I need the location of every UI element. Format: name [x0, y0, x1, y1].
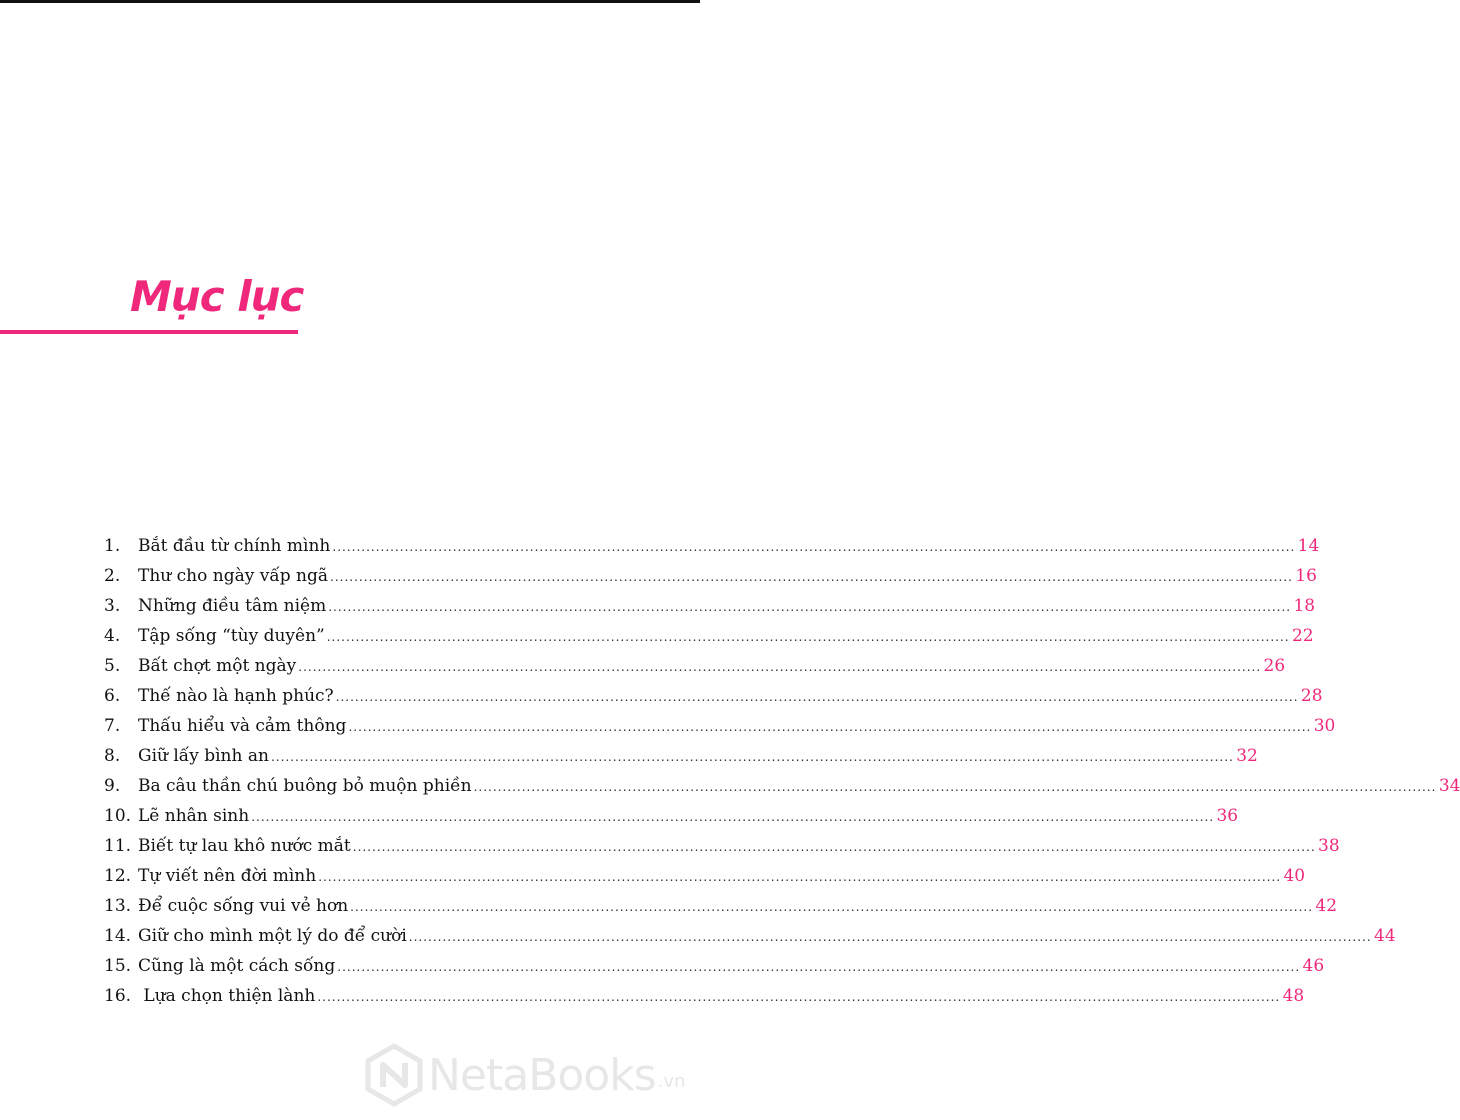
toc-entry-page-number: 14 [1297, 536, 1320, 556]
toc-entry-title: Những điều tâm niệm [138, 596, 327, 616]
toc-dot-leader: ........................................................................................................................................................................................................ [335, 690, 1299, 704]
toc-entry-number: 7. [104, 716, 121, 736]
toc-entry-number: 16. [104, 986, 132, 1006]
toc-entry-number: 4. [104, 626, 121, 646]
toc-entry-number: 11. [104, 836, 132, 856]
toc-dot-leader: ........................................................................................................................................................................................................ [298, 660, 1262, 674]
toc-entry-page-number: 30 [1313, 716, 1336, 736]
toc-dot-leader: ........................................................................................................................................................................................................ [350, 900, 1314, 914]
toc-dot-leader: ........................................................................................................................................................................................................ [330, 570, 1293, 584]
watermark-suffix: .vn [657, 1071, 686, 1092]
watermark [364, 1040, 694, 1110]
toc-entry-page-number: 40 [1283, 866, 1306, 886]
toc-dot-leader: ........................................................................................................................................................................................................ [251, 810, 1215, 824]
table-of-contents [104, 536, 1460, 1016]
toc-entry-number: 9. [104, 776, 121, 796]
toc-entry-title: Biết tự lau khô nước mắt [138, 836, 351, 856]
toc-entry-number: 13. [104, 896, 132, 916]
toc-entry [104, 536, 1320, 566]
toc-entry-number: 10. [104, 806, 132, 826]
toc-entry [104, 566, 1317, 596]
toc-entry-number: 5. [104, 656, 121, 676]
toc-dot-leader: ........................................................................................................................................................................................................ [408, 930, 1372, 944]
toc-dot-leader: ........................................................................................................................................................................................................ [352, 840, 1316, 854]
toc-entry-number: 1. [104, 536, 121, 556]
toc-entry [104, 716, 1336, 746]
toc-entry-number: 3. [104, 596, 121, 616]
toc-entry [104, 686, 1323, 716]
toc-entry-page-number: 16 [1295, 566, 1317, 586]
toc-entry-page-number: 44 [1374, 926, 1396, 946]
toc-entry-title: Thấu hiểu và cảm thông [138, 716, 347, 736]
toc-entry-title: Giữ cho mình một lý do để cười [138, 926, 407, 946]
toc-entry [104, 956, 1325, 986]
toc-entry-page-number: 42 [1315, 896, 1338, 916]
toc-entry [104, 626, 1314, 656]
toc-entry-page-number: 22 [1291, 626, 1314, 646]
page-title: Mục lục [130, 272, 304, 321]
watermark-text: NetaBooks [428, 1049, 656, 1101]
toc-entry-title: Thư cho ngày vấp ngã [138, 566, 328, 586]
toc-entry-title: Tập sống “tùy duyên” [138, 626, 325, 646]
toc-entry-number: 8. [104, 746, 121, 766]
toc-entry-number: 6. [104, 686, 121, 706]
toc-entry-number: 14. [104, 926, 132, 946]
toc-entry-title: Giữ lấy bình an [138, 746, 269, 766]
toc-entry-page-number: 28 [1300, 686, 1323, 706]
toc-entry-title: Lựa chọn thiện lành [138, 986, 316, 1006]
toc-entry [104, 656, 1286, 686]
toc-entry-title: Thế nào là hạnh phúc? [138, 686, 334, 706]
toc-entry [104, 866, 1306, 896]
toc-entry [104, 926, 1396, 956]
toc-entry-title: Cũng là một cách sống [138, 956, 336, 976]
toc-entry [104, 896, 1338, 926]
toc-entry [104, 836, 1340, 866]
toc-entry-page-number: 18 [1293, 596, 1316, 616]
toc-dot-leader: ........................................................................................................................................................................................................ [318, 870, 1282, 884]
toc-dot-leader: ........................................................................................................................................................................................................ [332, 540, 1296, 554]
toc-entry [104, 776, 1460, 806]
toc-entry-title: Để cuộc sống vui vẻ hơn [138, 896, 349, 916]
toc-entry-page-number: 38 [1318, 836, 1340, 856]
toc-entry [104, 986, 1305, 1016]
toc-entry-page-number: 48 [1282, 986, 1305, 1006]
toc-dot-leader: ........................................................................................................................................................................................................ [473, 780, 1437, 794]
toc-dot-leader: ........................................................................................................................................................................................................ [270, 750, 1234, 764]
toc-entry-page-number: 32 [1236, 746, 1258, 766]
toc-dot-leader: ........................................................................................................................................................................................................ [317, 990, 1281, 1004]
netabooks-logo-icon [364, 1043, 424, 1107]
toc-entry-title: Bắt đầu từ chính mình [138, 536, 331, 556]
toc-entry-title: Ba câu thần chú buông bỏ muộn phiền [138, 776, 472, 796]
toc-entry-page-number: 46 [1302, 956, 1325, 976]
toc-dot-leader: ........................................................................................................................................................................................................ [326, 630, 1290, 644]
toc-dot-leader: ........................................................................................................................................................................................................ [328, 600, 1292, 614]
top-border-line [0, 0, 700, 3]
toc-entry-page-number: 34 [1438, 776, 1460, 796]
toc-entry-page-number: 26 [1263, 656, 1286, 676]
toc-entry [104, 746, 1258, 776]
toc-entry-page-number: 36 [1216, 806, 1239, 826]
toc-entry [104, 596, 1316, 626]
toc-dot-leader: ........................................................................................................................................................................................................ [348, 720, 1312, 734]
toc-entry-title: Lẽ nhân sinh [138, 806, 250, 826]
toc-dot-leader: ........................................................................................................................................................................................................ [337, 960, 1301, 974]
toc-entry-number: 2. [104, 566, 121, 586]
toc-entry-title: Tự viết nên đời mình [138, 866, 317, 886]
toc-entry [104, 806, 1239, 836]
toc-entry-title: Bất chợt một ngày [138, 656, 297, 676]
title-underline [0, 330, 298, 334]
toc-entry-number: 12. [104, 866, 132, 886]
toc-entry-number: 15. [104, 956, 132, 976]
